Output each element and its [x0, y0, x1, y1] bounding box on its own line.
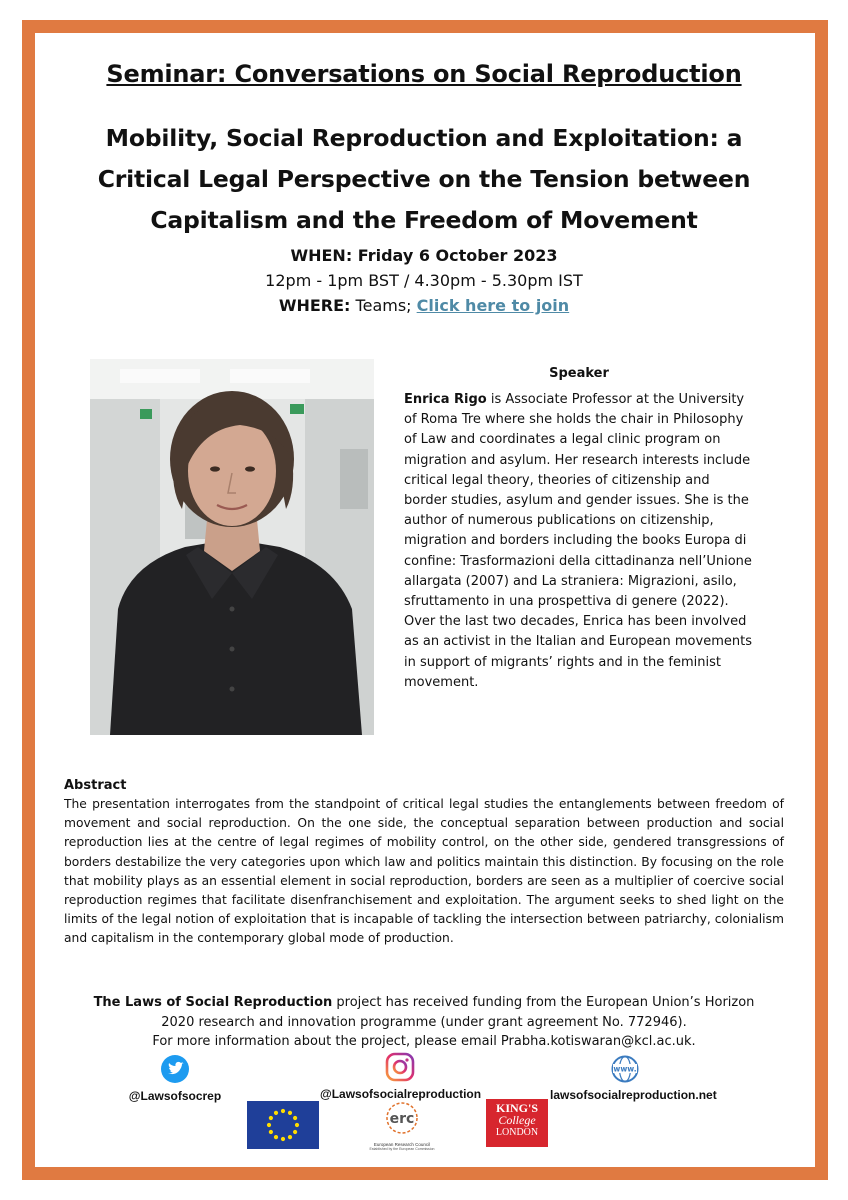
- twitter-handle: @Lawsofsocrep: [128, 1089, 222, 1103]
- funding-line-1: project has received funding from the European Union’s Horizon: [332, 995, 755, 1010]
- event-location: Teams;: [350, 296, 417, 315]
- abstract-text: The presentation interrogates from the standpoint of critical legal studies the entanglements between freedom of movement and social reproduction. On the one side, the conceptual separation between production and social reproduction lies at the centre of legal regimes of mobility control, on the other side, gendered transgressions of borders destabilize the very categories upon which law and politics maintain this distinction. By focusing on the role that mobility plays as an essential element in social reproduction, borders are seen as a multiplier of coercive social reproduction regimes that facilitate disenfranchisement and exploitation. The argument seeks to shed light on the limits of the legal notion of exploitation that is incapable of tackling the intersection between patriarchy, colonialism and capitalism in the contemporary global mode of production.: [64, 797, 784, 946]
- speaker-photo: [90, 359, 374, 735]
- erc-name: European Research Council: [373, 1142, 431, 1147]
- svg-text:www.: www.: [613, 1064, 637, 1074]
- website-url: lawsofsocialreproduction.net: [550, 1088, 717, 1102]
- event-details: [0, 243, 848, 318]
- project-name: The Laws of Social Reproduction: [93, 995, 333, 1010]
- talk-title-line: Capitalism and the Freedom of Movement: [150, 206, 698, 234]
- funding-line-2: 2020 research and innovation programme (under grant agreement No. 772946).: [161, 1014, 687, 1030]
- speaker-bio: [404, 390, 756, 693]
- speaker-heading: Speaker: [549, 366, 609, 381]
- talk-title: [80, 118, 768, 241]
- twitter-link[interactable]: [110, 1054, 240, 1103]
- kings-line-1: KING'S: [495, 1101, 538, 1115]
- speaker-name: Enrica Rigo: [404, 392, 487, 407]
- kings-college-logo: [486, 1099, 548, 1147]
- eu-flag-logo: [247, 1101, 319, 1149]
- erc-tagline: Established by the European Commission: [369, 1147, 435, 1151]
- instagram-icon: [385, 1052, 415, 1082]
- talk-title-line: Critical Legal Perspective on the Tension between: [97, 165, 751, 193]
- website-icon: [609, 1055, 641, 1083]
- talk-title-line: Mobility, Social Reproduction and Exploitation: a: [105, 124, 743, 152]
- join-link[interactable]: Click here to join: [416, 296, 570, 315]
- twitter-icon: [160, 1054, 190, 1084]
- erc-mark: erc: [389, 1111, 415, 1127]
- abstract-heading: Abstract: [64, 778, 127, 793]
- instagram-link[interactable]: [320, 1052, 480, 1101]
- seminar-title: Seminar: Conversations on Social Reproduction: [106, 60, 742, 88]
- event-time: 12pm - 1pm BST / 4.30pm - 5.30pm IST: [265, 271, 583, 290]
- instagram-handle: @Lawsofsocialreproduction: [320, 1087, 482, 1101]
- funding-statement: [80, 993, 768, 1052]
- funding-line-3: For more information about the project, please email Prabha.kotiswaran@kcl.ac.uk.: [152, 1034, 696, 1049]
- website-link[interactable]: [550, 1055, 717, 1102]
- speaker-bio-text: is Associate Professor at the University of Roma Tre where she holds the chair in Philosophy of Law and coordinates a legal clinic program on migration and asylum. Her research interests include critical legal theory, theories of citizenship and border studies, asylum and gender issues. She is the author of numerous publications on citizenship, migration and borders including the books Europa di confine: Trasformazioni della cittadinanza nell’Unione allargata (2007) and La straniera: Migrazioni, asilo, sfruttamento in una prospettiva di genere (2022). Over the last two decades, Enrica has been involved as an activist in the Italian and European movements in support of migrants’ rights and in the feminist movement.: [404, 392, 752, 690]
- kings-line-2: College: [498, 1113, 536, 1127]
- kings-line-3: LONDON: [495, 1127, 539, 1138]
- event-location-label: WHERE:: [278, 296, 351, 315]
- event-date: WHEN: Friday 6 October 2023: [290, 246, 558, 265]
- erc-logo: [362, 1098, 442, 1156]
